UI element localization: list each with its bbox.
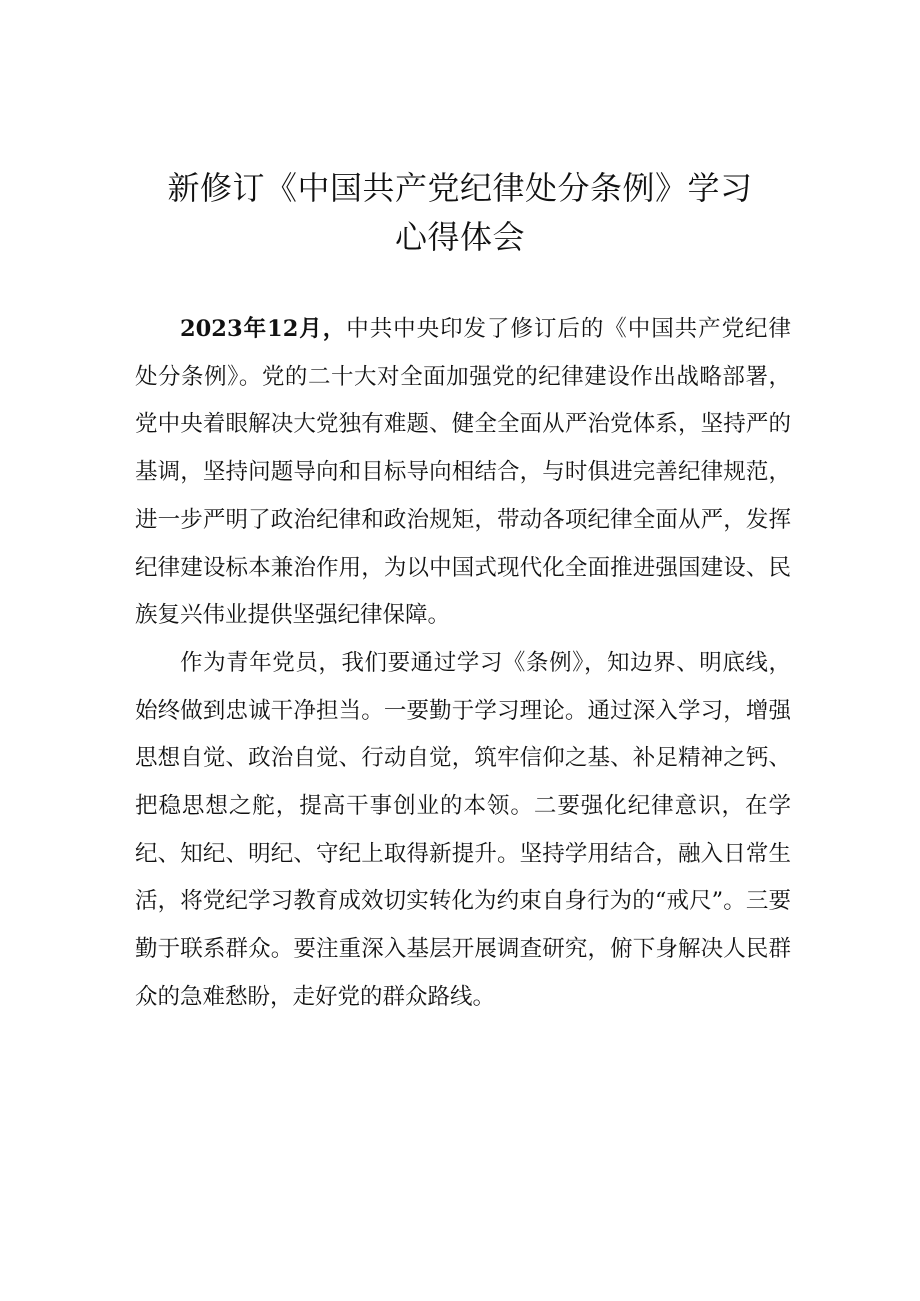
paragraph-1-date: 2023年12月，	[180, 316, 347, 342]
document-title	[120, 164, 800, 262]
paragraph-1	[135, 306, 791, 640]
title-line-2: 心得体会	[394, 218, 525, 256]
paragraph-2	[135, 640, 791, 1022]
title-line-1: 新修订《中国共产党纪律处分条例》学习	[167, 169, 753, 207]
paragraph-1-text: 中共中央印发了修订后的《中国共产党纪律处分条例》。党的二十大对全面加强党的纪律建设作出战略部署，党中央着眼解决大党独有难题、健全全面从严治党体系，坚持严的基调，坚持问题导向和目标导向相结合，与时俱进完善纪律规范，进一步严明了政治纪律和政治规矩，带动各项纪律全面从严，发挥纪律建设标本兼治作用，为以中国式现代化全面推进强国建设、民族复兴伟业提供坚强纪律保障。	[135, 316, 791, 629]
paragraph-2-text: 作为青年党员，我们要通过学习《条例》，知边界、明底线，始终做到忠诚干净担当。一要勤于学习理论。通过深入学习，增强思想自觉、政治自觉、行动自觉，筑牢信仰之基、补足精神之钙、把稳思想之舵，提高干事创业的本领。二要强化纪律意识，在学纪、知纪、明纪、守纪上取得新提升。坚持学用结合，融入日常生活，将党纪学习教育成效切实转化为约束自身行为的“戒尺”。三要勤于联系群众。要注重深入基层开展调查研究，俯下身解决人民群众的急难愁盼，走好党的群众路线。	[135, 649, 791, 1010]
document-body	[135, 306, 791, 1022]
